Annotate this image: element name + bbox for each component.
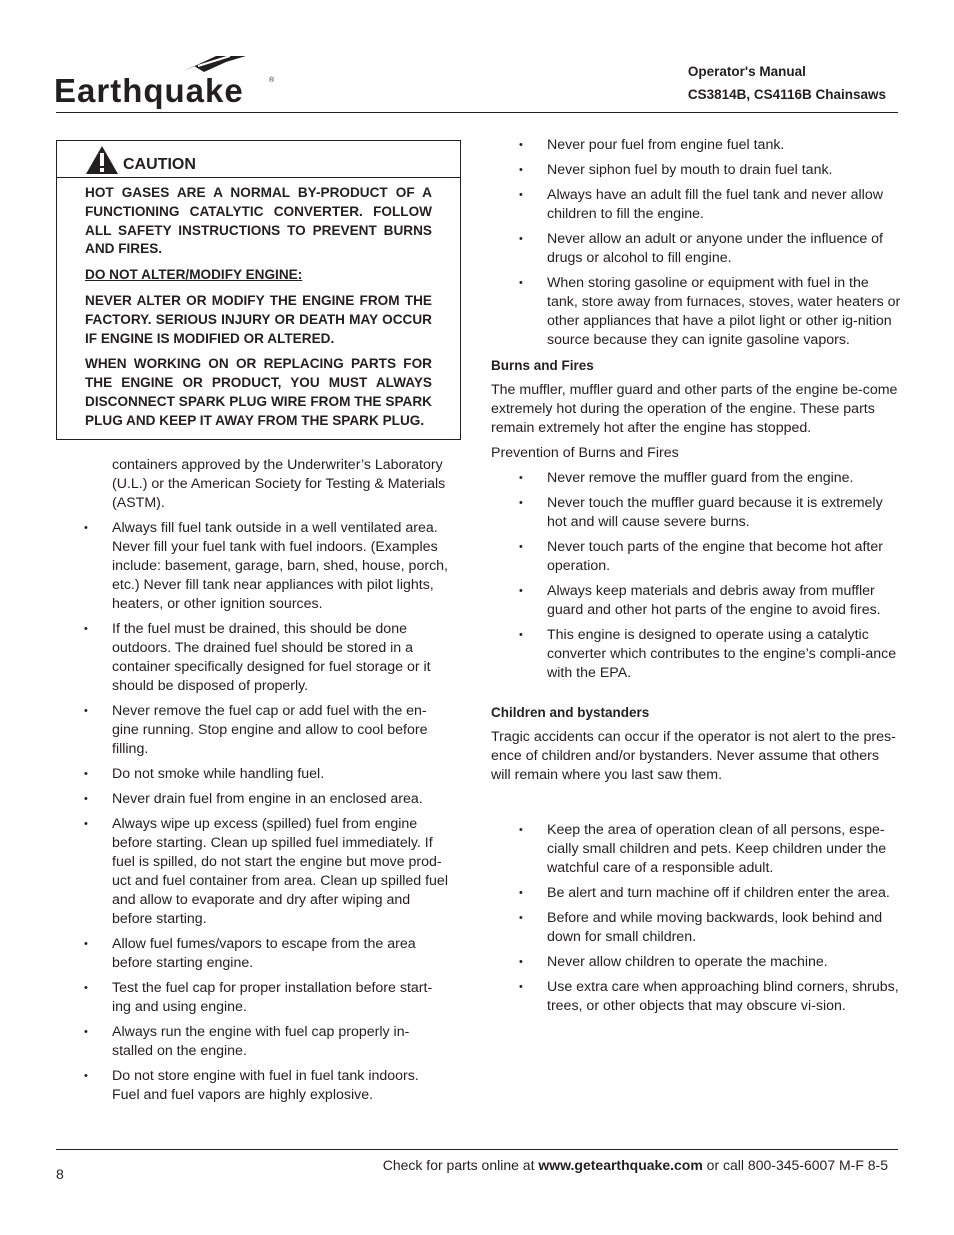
- footer-suffix: or call 800-345-6007 M-F 8-5: [702, 1157, 888, 1173]
- footer-prefix: Check for parts online at: [382, 1157, 539, 1173]
- children-heading: Children and bystanders: [491, 705, 650, 720]
- list-item: • Never remove the muffler guard from the engine.: [491, 469, 901, 488]
- list-item: • Be alert and turn machine off if children enter the area.: [491, 884, 901, 903]
- list-item: • Test the fuel cap for proper installation before start-ing and using engine.: [84, 979, 450, 1017]
- warning-triangle-icon: [85, 145, 119, 175]
- list-item: • Always have an adult fill the fuel tank and never allow children to fill the engine.: [491, 186, 901, 224]
- caution-subheading: DO NOT ALTER/MODIFY ENGINE:: [85, 267, 303, 283]
- caution-box: [56, 140, 461, 440]
- list-item: • Never touch parts of the engine that become hot after operation.: [491, 538, 901, 576]
- list-item: • Always keep materials and debris away from muffler guard and other hot parts of the engine to avoid fires.: [491, 582, 901, 620]
- caution-paragraph: NEVER ALTER OR MODIFY THE ENGINE FROM THE FACTORY. SERIOUS INJURY OR DEATH MAY OCCUR IF ENGINE IS MODIFIED OR ALTERED.: [85, 292, 432, 346]
- list-item: • Never drain fuel from engine in an enclosed area.: [84, 790, 450, 809]
- page-number: 8: [56, 1166, 64, 1182]
- earthquake-logo-icon: [54, 52, 279, 114]
- caution-paragraph: WHEN WORKING ON OR REPLACING PARTS FOR THE ENGINE OR PRODUCT, YOU MUST ALWAYS DISCONNECT SPARK PLUG WIRE FROM THE SPARK PLUG AND KEEP IT AWAY FROM THE SPARK PLUG.: [85, 356, 432, 428]
- caution-body: [85, 184, 432, 438]
- caution-title: CAUTION: [123, 156, 196, 173]
- fuel-safety-list: [84, 519, 450, 1105]
- caution-paragraph: HOT GASES ARE A NORMAL BY-PRODUCT OF A FUNCTIONING CATALYTIC CONVERTER. FOLLOW ALL SAFETY INSTRUCTIONS TO PREVENT BURNS AND FIRES.: [85, 185, 432, 257]
- burns-list: [491, 469, 901, 683]
- list-item: • Do not smoke while handling fuel.: [84, 765, 450, 784]
- list-item: • Never allow an adult or anyone under the influence of drugs or alcohol to fill engine.: [491, 230, 901, 268]
- list-item: • Never remove the fuel cap or add fuel with the en-gine running. Stop engine and allow to cool before filling.: [84, 702, 450, 759]
- list-item: • Always wipe up excess (spilled) fuel from engine before starting. Clean up spilled fuel immediately. If fuel is spilled, do not start the engine but move prod-uct and fuel container from area. Clean up spilled fuel and allow to evaporate and dry after wiping and before starting.: [84, 815, 450, 929]
- list-item: • Always fill fuel tank outside in a well ventilated area. Never fill your fuel tank with fuel indoors. (Examples include: basement, garage, barn, shed, house, porch, etc.) Never fill tank near appliances with pilot lights, heaters, or other ignition sources.: [84, 519, 450, 614]
- list-item: • If the fuel must be drained, this should be done outdoors. The drained fuel should be stored in a container specifically designed for fuel storage or it should be disposed of properly.: [84, 620, 450, 696]
- list-item: • Keep the area of operation clean of all persons, espe-cially small children and pets. Keep children under the watchful care of a responsible adult.: [491, 821, 901, 878]
- list-item: • Never touch the muffler guard because it is extremely hot and will cause severe burns.: [491, 494, 901, 532]
- footer-divider: [56, 1149, 898, 1150]
- caution-divider: [57, 177, 460, 178]
- footer-text: [383, 1157, 888, 1173]
- svg-text:Earthquake: Earthquake: [54, 72, 244, 109]
- list-item: • Never allow children to operate the machine.: [491, 953, 901, 972]
- list-item: • Never pour fuel from engine fuel tank.: [491, 136, 901, 155]
- website-link[interactable]: www.getearthquake.com: [538, 1157, 703, 1173]
- model-line: CS3814B, CS4116B Chainsaws: [687, 87, 886, 102]
- list-item: • When storing gasoline or equipment with fuel in the tank, store away from furnaces, stoves, water heaters or other appliances that have a pilot light or other ig-nition source because they can ignite gasoline vapors.: [491, 274, 901, 350]
- manual-title: Operator's Manual: [687, 64, 806, 79]
- list-item: • Do not store engine with fuel in fuel tank indoors. Fuel and fuel vapors are highly explosive.: [84, 1067, 450, 1105]
- list-item: • Always run the engine with fuel cap properly in-stalled on the engine.: [84, 1023, 450, 1061]
- list-item: • Allow fuel fumes/vapors to escape from the area before starting engine.: [84, 935, 450, 973]
- brand-logo: [54, 52, 279, 119]
- list-item: • Before and while moving backwards, look behind and down for small children.: [491, 909, 901, 947]
- list-item: • Use extra care when approaching blind corners, shrubs, trees, or other objects that may obscure vi-sion.: [491, 978, 901, 1016]
- burns-paragraph: The muffler, muffler guard and other parts of the engine be-come extremely hot during the operation of the engine. These parts remain extremely hot after the engine has stopped.: [491, 382, 898, 436]
- burns-heading: Burns and Fires: [491, 358, 594, 373]
- list-item: • This engine is designed to operate using a catalytic converter which contributes to the engine’s compli-ance with the EPA.: [491, 626, 901, 683]
- right-column: [491, 136, 901, 1022]
- fuel-handling-list: [491, 136, 901, 350]
- children-paragraph: Tragic accidents can occur if the operator is not alert to the pres-ence of children and/or bystanders. Never assume that others will remain where you last saw them.: [491, 729, 896, 783]
- children-list: [491, 821, 901, 1016]
- header-divider: [56, 112, 898, 113]
- continuation-text: containers approved by the Underwriter’s Laboratory (U.L.) or the American Society for Testing & Materials (ASTM).: [112, 457, 446, 511]
- left-column: [84, 456, 450, 1111]
- svg-text:®: ®: [269, 77, 275, 84]
- document-header: [688, 60, 886, 106]
- list-item: • Never siphon fuel by mouth to drain fuel tank.: [491, 161, 901, 180]
- caution-header: [85, 145, 196, 175]
- prevention-label: Prevention of Burns and Fires: [491, 445, 679, 461]
